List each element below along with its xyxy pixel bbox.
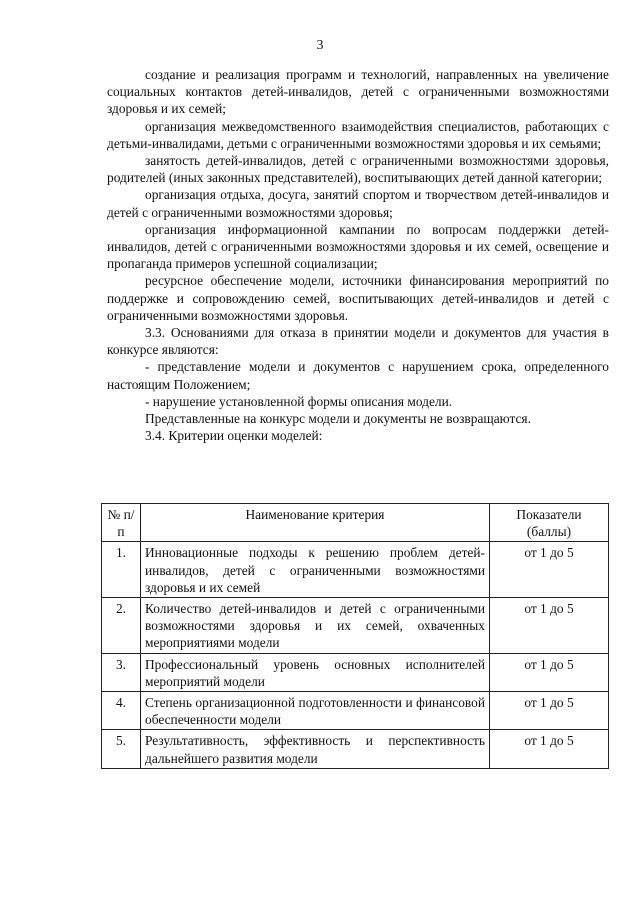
row-num: 2. bbox=[102, 598, 141, 654]
paragraph: занятость детей-инвалидов, детей с ограниченными возможностями здоровья, родителей (иных законных представителей), воспитывающих детей данной категории; bbox=[107, 153, 609, 186]
criteria-table bbox=[101, 503, 609, 769]
row-score: от 1 до 5 bbox=[490, 730, 609, 768]
paragraph: создание и реализация программ и технологий, направленных на увеличение социальных контактов детей-инвалидов, детей с ограниченными возможностями здоровья и их семей; bbox=[107, 67, 609, 117]
page-number: 3 bbox=[316, 38, 324, 53]
paragraph: организация отдыха, досуга, занятий спортом и творчеством детей-инвалидов и детей с ограниченными возможностями здоровья; bbox=[107, 187, 609, 220]
header-name: Наименование критерия bbox=[141, 504, 490, 542]
row-num: 4. bbox=[102, 692, 141, 730]
section-3-3-paragraph: 3.3. Основаниями для отказа в принятии модели и документов для участия в конкурсе являются: bbox=[107, 325, 609, 358]
document-body bbox=[107, 66, 609, 444]
row-num: 3. bbox=[102, 653, 141, 691]
row-num: 1. bbox=[102, 542, 141, 598]
row-criterion: Инновационные подходы к решению проблем детей-инвалидов, детей с ограниченными возможностями здоровья и их семей bbox=[141, 542, 490, 598]
row-score: от 1 до 5 bbox=[490, 653, 609, 691]
row-criterion: Степень организационной подготовленности и финансовой обеспеченности модели bbox=[141, 692, 490, 730]
table-row bbox=[102, 692, 609, 730]
paragraph: - нарушение установленной формы описания модели. bbox=[145, 393, 453, 409]
row-score: от 1 до 5 bbox=[490, 598, 609, 654]
header-score: Показатели (баллы) bbox=[490, 504, 609, 542]
row-criterion: Результативность, эффективность и перспективность дальнейшего развития модели bbox=[141, 730, 490, 768]
paragraph: организация информационной кампании по вопросам поддержки детей-инвалидов, детей с ограниченными возможностями здоровья и их семей, освещение и пропаганда примеров успешной социализации; bbox=[107, 221, 609, 272]
row-criterion: Профессиональный уровень основных исполнителей мероприятий модели bbox=[141, 653, 490, 691]
table-row bbox=[102, 598, 609, 654]
header-num: № п/п bbox=[102, 504, 141, 542]
paragraph: - представление модели и документов с нарушением срока, определенного настоящим Положением; bbox=[107, 359, 609, 392]
row-score: от 1 до 5 bbox=[490, 542, 609, 598]
row-score: от 1 до 5 bbox=[490, 692, 609, 730]
row-num: 5. bbox=[102, 730, 141, 768]
paragraph: Представленные на конкурс модели и документы не возвращаются. bbox=[145, 411, 531, 427]
section-3-4-heading: 3.4. Критерии оценки моделей: bbox=[145, 428, 323, 444]
table-row bbox=[102, 653, 609, 691]
table-row bbox=[102, 542, 609, 598]
paragraph: ресурсное обеспечение модели, источники финансирования мероприятий по поддержке и сопровождению семей, воспитывающих детей-инвалидов и детей с ограниченными возможностями здоровья. bbox=[107, 273, 609, 323]
table-header-row bbox=[102, 504, 609, 542]
paragraph: организация межведомственного взаимодействия специалистов, работающих с детьми-инвалидами, детьми с ограниченными возможностями здоровья и их семьями; bbox=[107, 118, 609, 151]
row-criterion: Количество детей-инвалидов и детей с ограниченными возможностями здоровья и их семей, охваченных мероприятиями модели bbox=[141, 598, 490, 654]
table-row bbox=[102, 730, 609, 768]
